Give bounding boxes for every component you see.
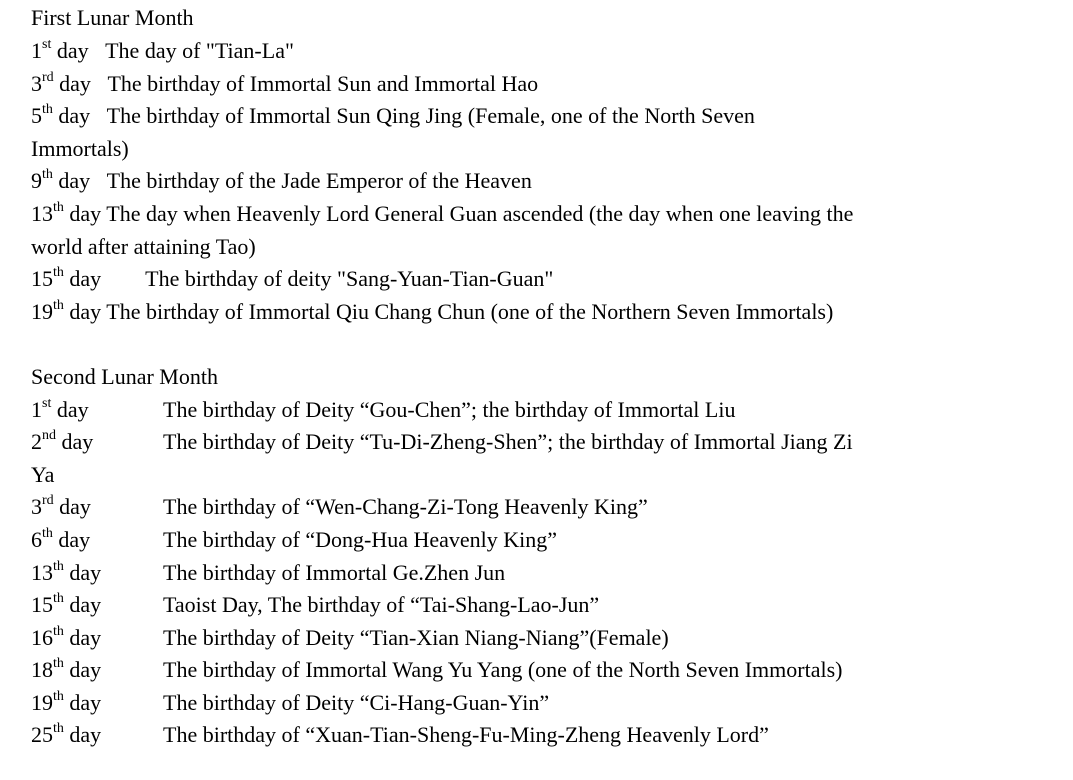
day-word: day — [63, 298, 102, 324]
date-entry — [31, 652, 1031, 685]
day-label — [31, 489, 163, 525]
day-suffix: th — [53, 623, 64, 639]
date-entry — [31, 685, 1031, 718]
second-month-list — [31, 392, 1031, 751]
document-body — [31, 0, 1031, 750]
day-label — [31, 555, 163, 591]
day-word: day — [51, 396, 89, 422]
date-entry — [31, 392, 1031, 425]
day-word: day — [53, 70, 91, 96]
event-description: The birthday of Deity “Tu-Di-Zheng-Shen”; the birthday of Immortal Jiang Zi — [163, 429, 853, 455]
spacing — [91, 71, 108, 96]
day-label — [31, 103, 90, 128]
event-description: The birthday of “Dong-Hua Heavenly King” — [163, 526, 558, 552]
day-suffix: th — [53, 265, 64, 281]
day-suffix: th — [53, 297, 64, 313]
day-word: day — [63, 624, 102, 650]
day-word: day — [63, 266, 102, 292]
day-number: 1 — [31, 38, 42, 63]
day-word: day — [63, 559, 102, 585]
first-month-list — [31, 33, 1031, 326]
day-word: day — [53, 494, 91, 520]
day-suffix: rd — [42, 69, 54, 85]
day-word: day — [63, 722, 102, 748]
day-word: day — [63, 689, 102, 715]
date-entry — [31, 555, 1031, 588]
day-number: 6 — [31, 526, 42, 552]
entry-continuation — [31, 229, 1031, 262]
event-description: The birthday of “Wen-Chang-Zi-Tong Heavenly King” — [163, 494, 648, 520]
date-entry — [31, 66, 1031, 99]
day-number: 25 — [31, 722, 53, 748]
entry-continuation — [31, 457, 1031, 490]
event-description: The day when Heavenly Lord General Guan ascended (the day when one leaving the — [106, 200, 854, 226]
day-suffix: nd — [42, 428, 56, 444]
event-description: The birthday of Immortal Sun and Immortal Hao — [107, 70, 539, 96]
day-word: day — [63, 657, 102, 683]
event-description: The birthday of “Xuan-Tian-Sheng-Fu-Ming-Zheng Heavenly Lord” — [163, 722, 769, 748]
entry-continuation-text: Immortals) — [31, 135, 129, 161]
section-title-first-month: First Lunar Month — [31, 5, 194, 30]
event-description: Taoist Day, The birthday of “Tai-Shang-Lao-Jun” — [163, 592, 600, 618]
day-suffix: st — [42, 37, 52, 52]
date-entry — [31, 163, 1031, 196]
day-label — [31, 587, 163, 623]
event-description: The birthday of Deity “Gou-Chen”; the birthday of Immortal Liu — [163, 396, 736, 422]
day-label — [31, 522, 163, 558]
day-label — [31, 717, 163, 753]
day-number: 15 — [31, 266, 53, 292]
section-title-second-month: Second Lunar Month — [31, 363, 218, 389]
event-description: The birthday of deity "Sang-Yuan-Tian-Guan" — [145, 266, 554, 292]
day-suffix: th — [53, 656, 64, 672]
day-number: 1 — [31, 396, 42, 422]
day-number: 3 — [31, 70, 42, 96]
event-description: The birthday of Immortal Qiu Chang Chun (one of the Northern Seven Immortals) — [106, 298, 834, 324]
day-number: 19 — [31, 689, 53, 715]
date-entry — [31, 620, 1031, 653]
event-description: The birthday of Immortal Ge.Zhen Jun — [163, 559, 506, 585]
date-entry — [31, 261, 1031, 294]
date-entry — [31, 522, 1031, 555]
day-number: 18 — [31, 657, 53, 683]
event-description: The birthday of the Jade Emperor of the Heaven — [106, 168, 532, 194]
date-entry — [31, 33, 1031, 66]
day-word: day — [63, 592, 102, 618]
date-entry — [31, 294, 1031, 327]
entry-continuation-text: Ya — [31, 461, 55, 487]
event-description: The birthday of Deity “Ci-Hang-Guan-Yin” — [163, 689, 550, 715]
day-label — [31, 38, 89, 63]
event-description: The birthday of Immortal Wang Yu Yang (one of the North Seven Immortals) — [163, 657, 843, 683]
day-number: 2 — [31, 429, 42, 455]
day-number: 15 — [31, 592, 53, 618]
day-word: day — [52, 168, 91, 194]
day-word: day — [56, 429, 94, 455]
entry-continuation — [31, 131, 1031, 164]
day-suffix: th — [53, 199, 64, 215]
date-entry — [31, 424, 1031, 457]
day-suffix: th — [53, 721, 64, 737]
spacing — [90, 168, 107, 193]
day-number: 9 — [31, 168, 42, 194]
day-number: 3 — [31, 494, 42, 520]
day-number: 19 — [31, 298, 53, 324]
entry-continuation-text: world after attaining Tao) — [31, 233, 256, 259]
day-suffix: th — [42, 102, 53, 118]
day-word: day — [52, 526, 91, 552]
day-suffix: th — [42, 167, 53, 183]
date-entry — [31, 587, 1031, 620]
day-suffix: th — [53, 591, 64, 607]
day-suffix: th — [53, 688, 64, 704]
event-description: The birthday of Immortal Sun Qing Jing (Female, one of the North Seven — [106, 103, 755, 129]
day-label — [31, 620, 163, 656]
day-label — [31, 424, 163, 460]
date-entry — [31, 98, 1031, 131]
day-label — [31, 652, 163, 688]
section-spacer — [31, 326, 1031, 359]
day-label — [31, 392, 163, 428]
day-word: day — [51, 38, 89, 63]
day-suffix: rd — [42, 493, 54, 509]
day-number: 16 — [31, 624, 53, 650]
spacing — [101, 266, 145, 291]
event-description: The birthday of Deity “Tian-Xian Niang-Niang”(Female) — [163, 624, 669, 650]
day-suffix: st — [42, 395, 52, 411]
day-suffix: th — [53, 558, 64, 574]
day-word: day — [63, 200, 102, 226]
day-label — [31, 685, 163, 721]
date-entry — [31, 489, 1031, 522]
day-number: 13 — [31, 559, 53, 585]
date-entry — [31, 196, 1031, 229]
spacing — [89, 38, 106, 63]
day-number: 13 — [31, 200, 53, 226]
day-label — [31, 168, 90, 193]
day-label — [31, 299, 101, 324]
spacing — [90, 103, 107, 128]
day-label — [31, 71, 91, 96]
event-description: The day of "Tian-La" — [105, 38, 294, 63]
day-word: day — [52, 103, 91, 129]
day-number: 5 — [31, 103, 42, 129]
date-entry — [31, 717, 1031, 750]
day-label — [31, 266, 101, 291]
day-label — [31, 201, 101, 226]
day-suffix: th — [42, 525, 53, 541]
